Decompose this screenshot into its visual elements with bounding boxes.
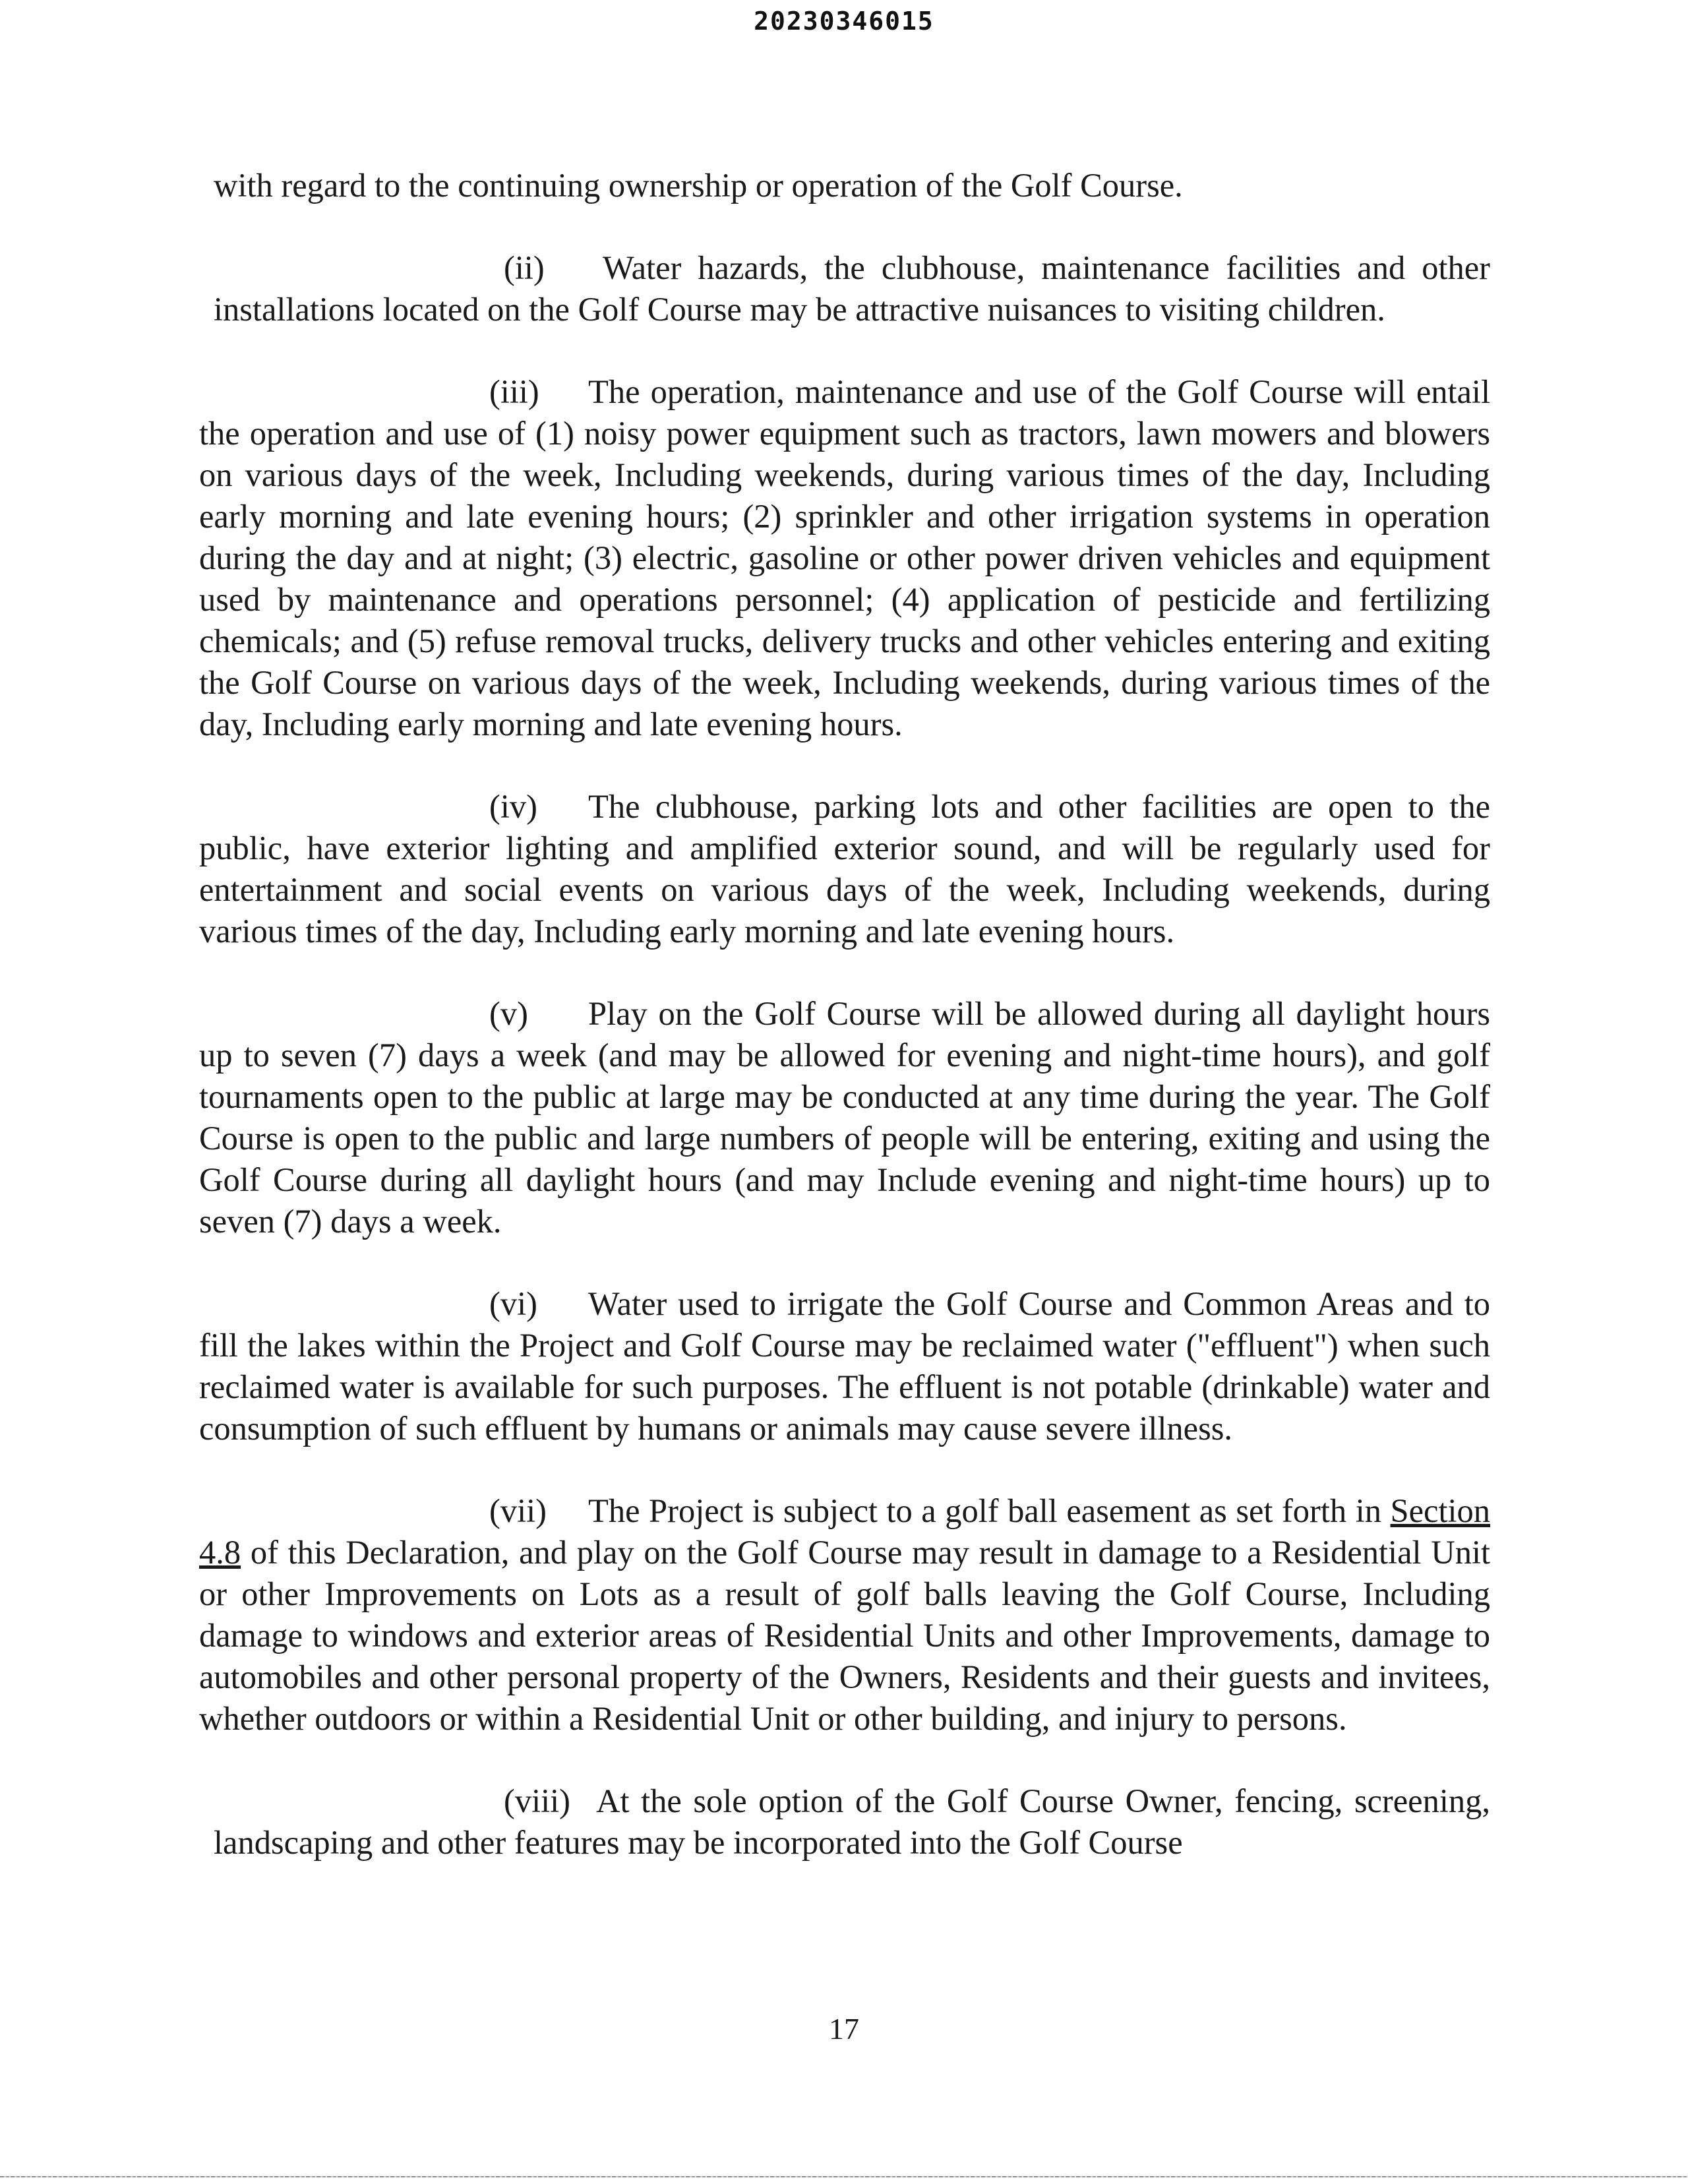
item-vii-marker: (vii)	[489, 1492, 547, 1529]
item-vii	[199, 1490, 1490, 1740]
item-v	[199, 993, 1490, 1242]
item-iv-text: The clubhouse, parking lots and other facilities are open to the public, have exterior lighting and amplified exterior sound, and will be regularly used for entertainment and social events on various days of the week, Including weekends, during various times of the day, Including early morning and late evening hours.	[199, 788, 1490, 950]
item-vi-marker: (vi)	[489, 1285, 537, 1322]
item-iii-marker: (iii)	[489, 373, 539, 410]
item-viii-text: At the sole option of the Golf Course Owner, fencing, screening, landscaping and other features may be incorporated into the Golf Course	[214, 1782, 1490, 1861]
item-iv	[199, 786, 1490, 952]
item-iii-text: The operation, maintenance and use of the Golf Course will entail the operation and use of (1) noisy power equipment such as tractors, lawn mowers and blowers on various days of the week, Including weekends, during various times of the day, Including early morning and late evening hours; (2) sprinkler and other irrigation systems in operation during the day and at night; (3) electric, gasoline or other power driven vehicles and equipment used by maintenance and operations personnel; (4) application of pesticide and fertilizing chemicals; and (5) refuse removal trucks, delivery trucks and other vehicles entering and exiting the Golf Course on various days of the week, Including weekends, during various times of the day, Including early morning and late evening hours.	[199, 373, 1490, 743]
item-viii-marker: (viii)	[504, 1782, 570, 1819]
item-vi	[199, 1283, 1490, 1449]
item-ii	[199, 247, 1490, 330]
section-reference-link[interactable]: Section 4.8	[199, 1492, 1491, 1571]
document-body	[199, 165, 1490, 1904]
item-ii-marker: (ii)	[504, 249, 545, 286]
item-vii-text-before: The Project is subject to a golf ball easement as set forth in	[588, 1492, 1381, 1529]
item-v-text: Play on the Golf Course will be allowed during all daylight hours up to seven (7) days a week (and may be allowed for evening and night-time hours), and golf tournaments open to the public at large may be conducted at any time during the year. The Golf Course is open to the public and large numbers of people will be entering, exiting and using the Golf Course during all daylight hours (and may Include evening and night-time hours) up to seven (7) days a week.	[199, 995, 1490, 1240]
item-iii	[199, 371, 1490, 745]
item-ii-text: Water hazards, the clubhouse, maintenance facilities and other installations located on the Golf Course may be attractive nuisances to visiting children.	[214, 249, 1490, 328]
document-number: 20230346015	[754, 7, 934, 36]
item-iv-marker: (iv)	[489, 788, 537, 825]
page-number: 17	[829, 2012, 859, 2046]
scan-edge-line	[0, 2176, 1688, 2177]
item-vii-text-after: of this Declaration, and play on the Golf Course may result in damage to a Residential Unit or other Improvements on Lots as a result of golf balls leaving the Golf Course, Including damage to windows and exterior areas of Residential Units and other Improvements, damage to automobiles and other personal property of the Owners, Residents and their guests and invitees, whether outdoors or within a Residential Unit or other building, and injury to persons.	[199, 1534, 1491, 1737]
item-viii	[199, 1780, 1490, 1864]
item-v-marker: (v)	[489, 995, 528, 1032]
opening-line: with regard to the continuing ownership or operation of the Golf Course.	[214, 167, 1183, 204]
item-vi-text: Water used to irrigate the Golf Course and Common Areas and to fill the lakes within the Project and Golf Course may be reclaimed water ("effluent") when such reclaimed water is available for such purposes. The effluent is not potable (drinkable) water and consumption of such effluent by humans or animals may cause severe illness.	[199, 1285, 1490, 1447]
